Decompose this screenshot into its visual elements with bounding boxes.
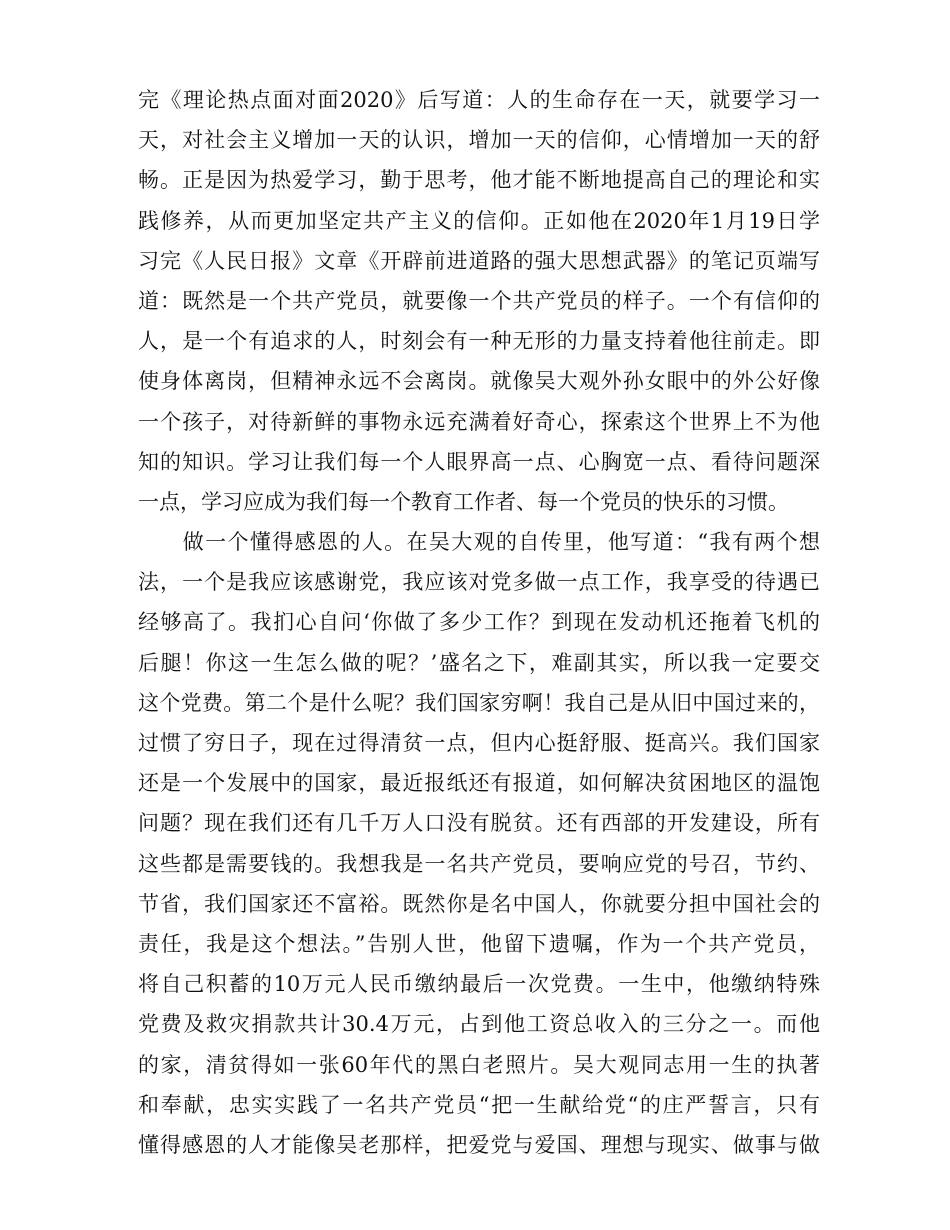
text-line: 人，是一个有追求的人，时刻会有一种无形的力量支持着他往前走。即 (138, 329, 820, 354)
text-line: 这个党费。第二个是什么呢？我们国家穷啊！我自己是从旧中国过来的， (138, 690, 820, 715)
text-line: 经够高了。我扪心自问‘你做了多少工作？到现在发动机还拖着飞机的 (138, 610, 820, 635)
text-line: 还是一个发展中的国家，最近报纸还有报道，如何解决贫困地区的温饱 (138, 771, 820, 796)
text-line: 后腿！你这一生怎么做的呢？’盛名之下，难副其实，所以我一定要交 (138, 650, 820, 675)
text-line: 的家，清贫得如一张60年代的黑白老照片。吴大观同志用一生的执著 (138, 1052, 820, 1077)
text-line: 天，对社会主义增加一天的认识，增加一天的信仰，心情增加一天的舒 (138, 128, 820, 153)
text-line: 法，一个是我应该感谢党，我应该对党多做一点工作，我享受的待遇已 (138, 570, 820, 595)
text-line: 一点，学习应成为我们每一个教育工作者、每一个党员的快乐的习惯。 (138, 489, 789, 514)
document-body (138, 80, 820, 1165)
paragraph-study (138, 80, 820, 522)
text-line: 做一个懂得感恩的人。在吴大观的自传里，他写道：“我有两个想 (138, 530, 820, 555)
text-line: 懂得感恩的人才能像吴老那样，把爱党与爱国、理想与现实、做事与做 (138, 1132, 820, 1157)
text-line: 和奉献，忠实实践了一名共产党员“把一生献给党“的庄严誓言，只有 (138, 1092, 820, 1117)
text-line: 畅。正是因为热爱学习，勤于思考，他才能不断地提高自己的理论和实 (138, 168, 820, 193)
text-line: 节省，我们国家还不富裕。既然你是名中国人，你就要分担中国社会的 (138, 891, 820, 916)
text-line: 将自己积蓄的10万元人民币缴纳最后一次党费。一生中，他缴纳特殊 (138, 972, 820, 997)
text-line: 过惯了穷日子，现在过得清贫一点，但内心挺舒服、挺高兴。我们国家 (138, 731, 820, 755)
text-line: 习完《人民日报》文章《开辟前进道路的强大思想武器》的笔记页端写 (138, 248, 820, 273)
text-line: 这些都是需要钱的。我想我是一名共产党员，要响应党的号召，节约、 (138, 851, 820, 876)
text-line: 一个孩子，对待新鲜的事物永远充满着好奇心，探索这个世界上不为他 (138, 409, 820, 434)
text-line: 使身体离岗，但精神永远不会离岗。就像吴大观外孙女眼中的外公好像 (138, 369, 820, 394)
paragraph-gratitude (138, 522, 820, 1165)
text-line: 党费及救灾捐款共计30.4万元，占到他工资总收入的三分之一。而他 (138, 1012, 820, 1037)
text-line: 问题？现在我们还有几千万人口没有脱贫。还有西部的开发建设，所有 (138, 811, 820, 836)
text-line: 知的知识。学习让我们每一个人眼界高一点、心胸宽一点、看待问题深 (138, 449, 820, 474)
text-line: 道：既然是一个共产党员，就要像一个共产党员的样子。一个有信仰的 (138, 288, 820, 313)
text-line: 践修养，从而更加坚定共产主义的信仰。正如他在2020年1月19日学 (138, 208, 820, 233)
text-line: 责任，我是这个想法。”告别人世，他留下遗嘱，作为一个共产党员， (138, 931, 820, 956)
text-line: 完《理论热点面对面2020》后写道：人的生命存在一天，就要学习一 (138, 88, 820, 112)
